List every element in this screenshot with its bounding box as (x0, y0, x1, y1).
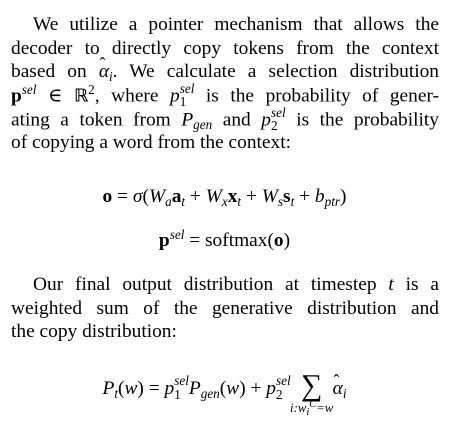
text-line: Our final output distribution at timestep t is a (33, 274, 439, 295)
text-line: We utilize a pointer mechanism that allows the (33, 14, 439, 35)
equation-selection-softmax: $p^{sel}$ = softmax(o) (158, 226, 291, 251)
text-line: decoder to directly copy tokens from the context (11, 37, 439, 59)
equation-output-distribution: $P_t(w) = p$ sel 1 $P_{gen}(w) + p$ sel 2 ∑ $i:w_i^C=w$ ˆ $\alpha_i$ (0, 370, 449, 403)
text-line: $p^{sel}$ ∈ ℝ$^2$, where p sel 1 is the probability of gener- (11, 81, 439, 110)
paragraph-pointer-mechanism (11, 13, 439, 155)
equation-output-vector: $o = \sigma(W_aa_t + W_xx_t + W_ss_t + b_{ptr})$ (102, 186, 347, 209)
text-line: ating a token from $P_{gen}$ and p sel 2 is the probability (11, 104, 439, 133)
text-line: the copy distribution: (11, 321, 177, 343)
paragraph-final-distribution (11, 273, 439, 344)
text-line: based on ˆ $\alpha_i$. We calculate a selection distribution (11, 60, 439, 84)
text-line: weighted sum of the generative distribution and (11, 297, 439, 319)
summation-symbol: ∑ $i:w_i^C=w$ (290, 368, 334, 418)
text-line: of copying a word from the context: (11, 132, 292, 154)
